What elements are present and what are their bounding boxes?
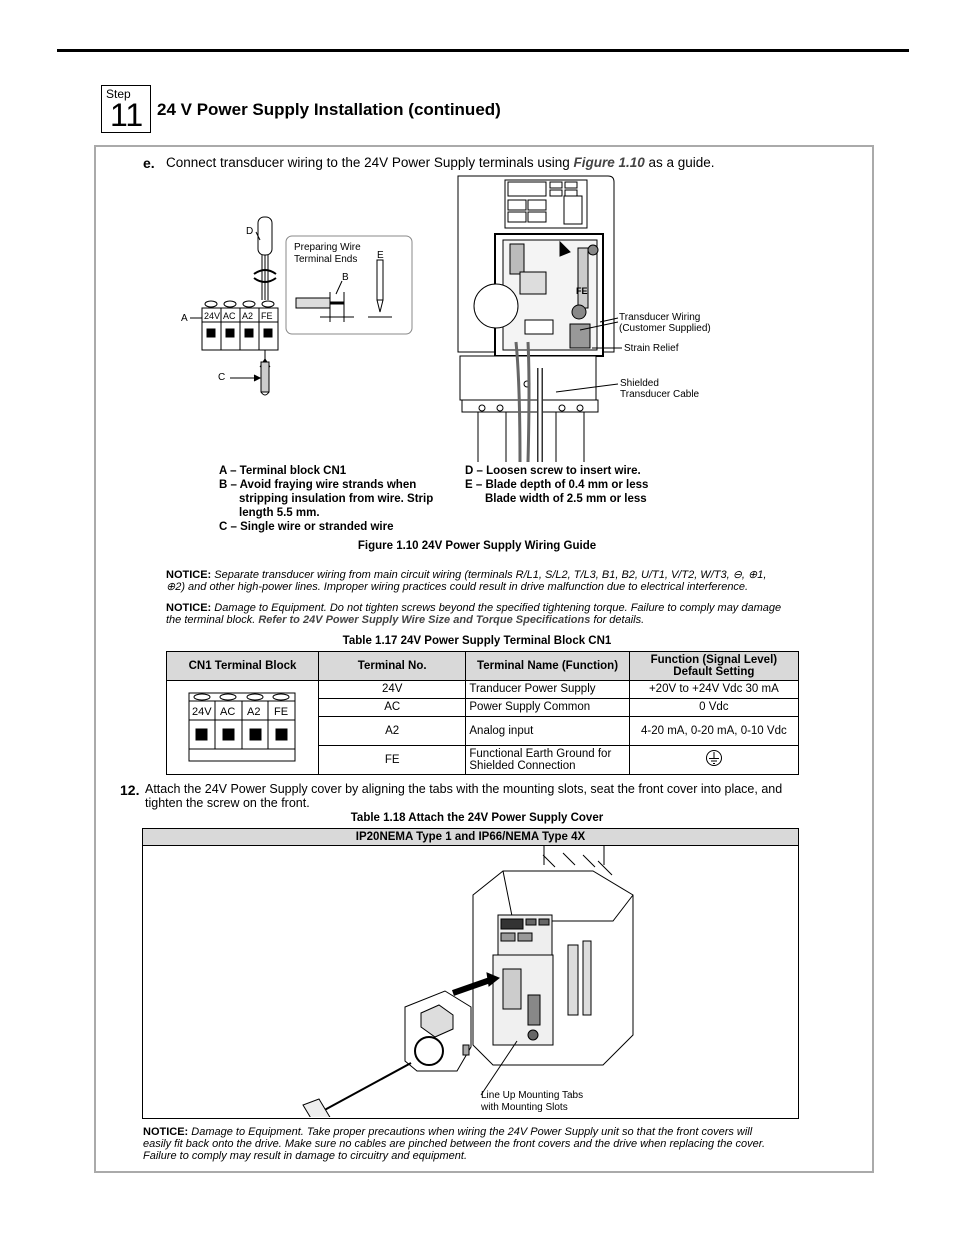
notice3-line3: Failure to comply may result in damage to circuitry and equipment. (143, 1150, 468, 1162)
torque-spec-reference-link[interactable]: Refer to 24V Power Supply Wire Size and Torque Specifications (258, 614, 591, 626)
col-header-terminal-name: Terminal Name (Function) (466, 652, 629, 681)
legend-c: C – Single wire or stranded wire (219, 521, 394, 533)
legend-b-cont2: length 5.5 mm. (239, 507, 320, 519)
terminal-no: 24V (319, 681, 466, 699)
notice1-line2: ⊕2) and other high-power lines. Improper wiring practices could result in drive malfunction due to electrical interference. (166, 581, 749, 593)
top-rule (57, 49, 909, 52)
drive-unit-illustration (458, 176, 614, 462)
legend-e-cont: Blade width of 2.5 mm or less (485, 493, 647, 505)
shielded-cable-label-1: Shielded (620, 378, 659, 389)
wiring-guide-figure (170, 172, 730, 462)
notice-label: NOTICE: (166, 569, 212, 581)
table17 (166, 651, 799, 775)
legend-e: E – Blade depth of 0.4 mm or less (465, 479, 649, 491)
notice3-line2: easily fit back onto the drive. Make sure no cables are pinched between the front covers and the drive when replacing the cover. (143, 1138, 766, 1150)
terminal-block-cn1 (202, 301, 278, 350)
table-header-row (167, 652, 799, 681)
table18-header: IP20NEMA Type 1 and IP66/NEMA Type 4X (142, 828, 799, 846)
terminal-no: FE (319, 745, 466, 774)
terminal-label-ac: AC (223, 311, 236, 321)
figure-legend-right (465, 464, 648, 506)
col-header-terminal-no: Terminal No. (319, 652, 466, 681)
terminal-name: Analog input (466, 716, 629, 745)
terminal-name: Tranducer Power Supply (466, 681, 629, 699)
legend-d: D – Loosen screw to insert wire. (465, 465, 641, 477)
notice2-line2b: for details. (590, 614, 645, 626)
terminal-label-24v: 24V (204, 311, 221, 321)
substep-e-text-before: Connect transducer wiring to the 24V Power Supply terminals using (166, 155, 574, 170)
cn1-terminal-block-cell (167, 681, 319, 775)
terminal-no: A2 (319, 716, 466, 745)
legend-b: B – Avoid fraying wire strands when (219, 479, 417, 491)
col-header-cn1: CN1 Terminal Block (167, 652, 319, 681)
figure-reference-link[interactable]: Figure 1.10 (573, 155, 645, 170)
notice2-line2a: the terminal block. (166, 614, 259, 626)
terminal-block-icon (167, 681, 318, 771)
page-title: 24 V Power Supply Installation (continued) (157, 100, 501, 119)
terminal-label-fe: FE (261, 311, 273, 321)
figure-legend-left (219, 464, 433, 534)
terminal-function (629, 745, 798, 774)
notice-label: NOTICE: (143, 1126, 189, 1138)
notice3-line1: Damage to Equipment. Take proper precautions when wiring the 24V Power Supply unit so that the front covers will (191, 1126, 753, 1138)
legend-b-cont1: stripping insulation from wire. Strip (239, 493, 434, 505)
strain-relief-label: Strain Relief (624, 343, 679, 354)
callout-c: C (218, 372, 226, 383)
transducer-wiring-label-1: Transducer Wiring (619, 312, 701, 323)
notice-covers (143, 1126, 765, 1162)
notice-torque (166, 602, 781, 626)
substep-e-text-after: as a guide. (644, 155, 715, 170)
figure-caption: Figure 1.10 24V Power Supply Wiring Guide (357, 540, 597, 552)
terminal-function: +20V to +24V Vdc 30 mA (629, 681, 798, 699)
substep-12-marker: 12. (120, 782, 140, 798)
legend-a: A – Terminal block CN1 (219, 465, 347, 477)
terminal-no: AC (319, 698, 466, 716)
terminal-function: 0 Vdc (629, 698, 798, 716)
shielded-cable-label-2: Transducer Cable (620, 389, 700, 400)
step-box (101, 85, 151, 133)
callout-b: B (342, 272, 349, 283)
block-label-fe: FE (274, 706, 289, 718)
substep-12-text: Attach the 24V Power Supply cover by aligning the tabs with the mounting slots, seat the front cover into place, and tighten the screw on the front. (145, 782, 783, 810)
table18-body (142, 845, 799, 1119)
step-label: Step (106, 87, 131, 101)
table-row (167, 681, 799, 699)
board-label-fe: FE (576, 286, 588, 296)
terminal-name: Power Supply Common (466, 698, 629, 716)
notice-label: NOTICE: (166, 602, 212, 614)
block-label-a2: A2 (247, 706, 261, 718)
col-header-function: Function (Signal Level) Default Setting (629, 652, 798, 681)
substep-e-marker: e. (143, 155, 155, 171)
notice2-line1: Damage to Equipment. Do not tighten screws beyond the specified tightening torque. Failure to comply may damage (214, 602, 782, 614)
table17-caption: Table 1.17 24V Power Supply Terminal Block CN1 (342, 635, 612, 647)
callout-a: A (181, 313, 188, 324)
block-label-ac: AC (220, 706, 236, 718)
cover-installation-figure (143, 845, 798, 1117)
notice1-line1: Separate transducer wiring from main circuit wiring (terminals R/L1, S/L2, T/L3, B1, B2, U/T1, V/T2, W/T3, ⊖, ⊕1, (214, 569, 767, 581)
table18-caption: Table 1.18 Attach the 24V Power Supply Cover (350, 812, 604, 824)
substep-e-text (166, 155, 715, 170)
callout-e: E (377, 250, 384, 261)
mounting-tabs-label-2: with Mounting Slots (481, 1102, 568, 1113)
step-number: 11 (110, 97, 144, 133)
preparing-wire-label-1: Preparing Wire (294, 242, 361, 253)
screwdriver-icon (254, 217, 276, 300)
terminal-label-a2: A2 (242, 311, 254, 321)
block-label-24v: 24V (192, 706, 212, 718)
terminal-name: Functional Earth Ground for Shielded Connection (466, 745, 629, 774)
mounting-tabs-label-1: Line Up Mounting Tabs (481, 1090, 584, 1101)
transducer-wiring-label-2: (Customer Supplied) (619, 323, 711, 334)
terminal-function: 4-20 mA, 0-20 mA, 0-10 Vdc (629, 716, 798, 745)
notice-interference (166, 569, 766, 593)
callout-d: D (246, 226, 254, 237)
ground-icon (705, 749, 723, 767)
preparing-wire-label-2: Terminal Ends (294, 254, 358, 265)
